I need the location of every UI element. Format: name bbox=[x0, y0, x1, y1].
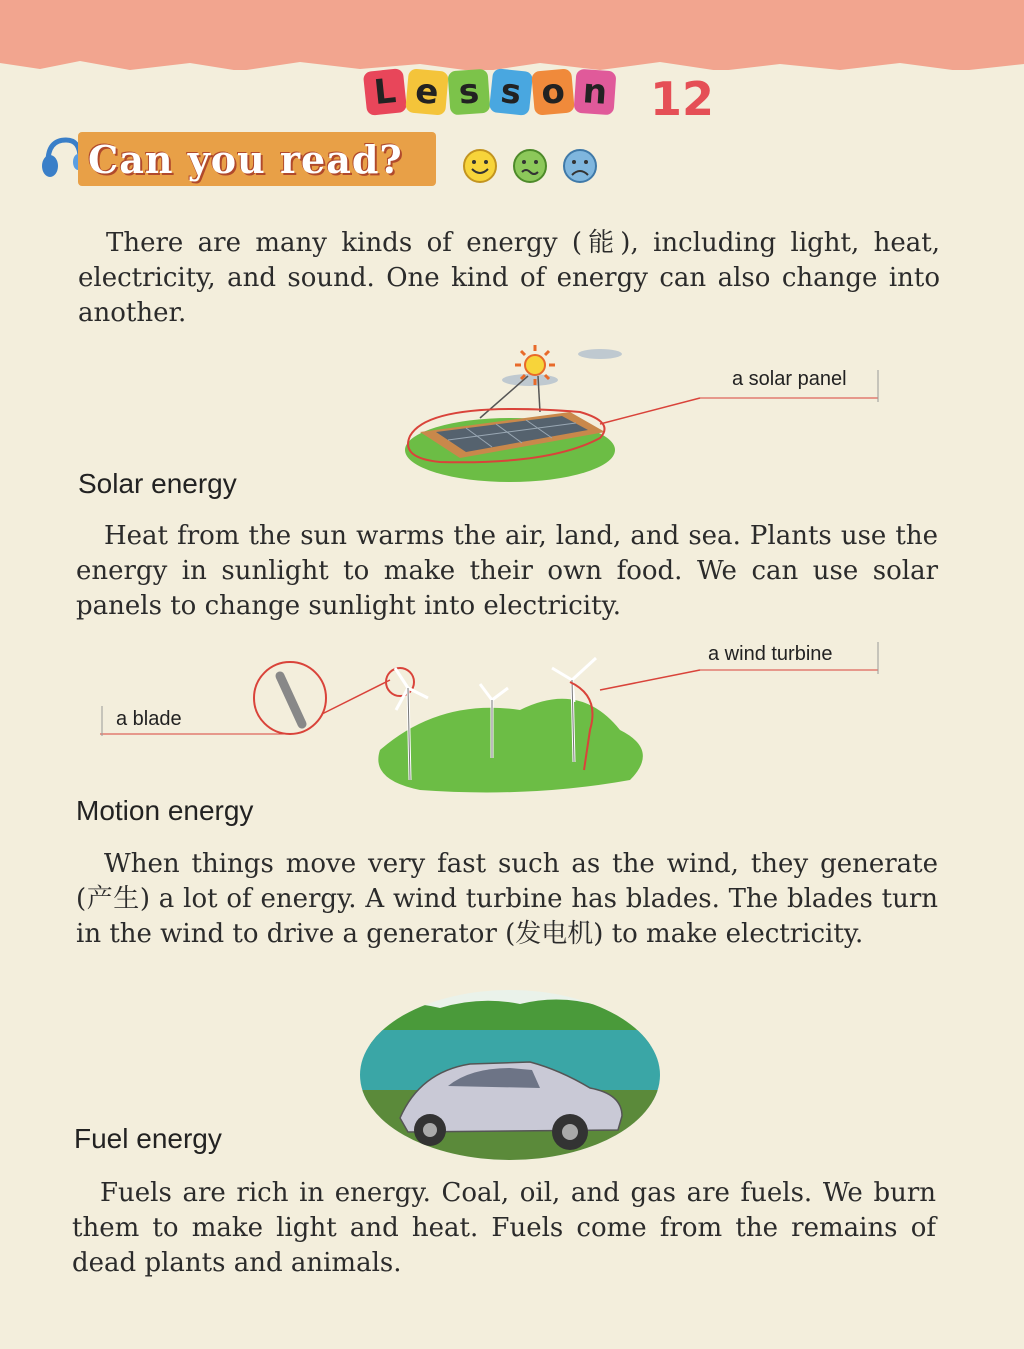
lesson-letter: e bbox=[405, 68, 449, 115]
wind-turbine-callout: a wind turbine bbox=[708, 643, 833, 665]
lesson-number: 12 bbox=[650, 72, 715, 126]
solar-panel-illustration bbox=[400, 340, 890, 490]
banner-title: Can you read? bbox=[88, 136, 403, 182]
blade-callout: a blade bbox=[116, 708, 182, 730]
fuel-energy-paragraph: Fuels are rich in energy. Coal, oil, and gas are fuels. We burn them to make light and heat. Fuels come from the remains of dead plants and animals. bbox=[72, 1178, 936, 1278]
solar-panel-callout: a solar panel bbox=[732, 368, 847, 390]
intro-paragraph: There are many kinds of energy (能), including light, heat, electricity, and sound. One kind of energy can also change into another. bbox=[78, 228, 940, 328]
neutral-face-icon bbox=[512, 148, 548, 184]
car-illustration bbox=[360, 990, 660, 1160]
lesson-letter: o bbox=[531, 68, 575, 115]
fuel-energy-heading: Fuel energy bbox=[74, 1123, 222, 1154]
solar-energy-paragraph: Heat from the sun warms the air, land, and sea. Plants use the energy in sunlight to make their own food. We can use solar panels to change sunlight into electricity. bbox=[76, 521, 938, 621]
solar-energy-heading: Solar energy bbox=[78, 468, 237, 499]
lesson-letter: L bbox=[363, 68, 407, 116]
lesson-letter: s bbox=[448, 69, 491, 116]
lesson-letter: n bbox=[574, 69, 617, 116]
motion-energy-paragraph: When things move very fast such as the wind, they generate (产生) a lot of energy. A wind turbine has blades. The blades turn in the wind to drive a generator (发电机) to make electricity. bbox=[76, 849, 938, 949]
lesson-letter: s bbox=[489, 68, 533, 116]
sad-face-icon bbox=[562, 148, 598, 184]
can-you-read-banner bbox=[40, 132, 436, 186]
happy-face-icon bbox=[462, 148, 498, 184]
motion-energy-heading: Motion energy bbox=[76, 795, 254, 826]
